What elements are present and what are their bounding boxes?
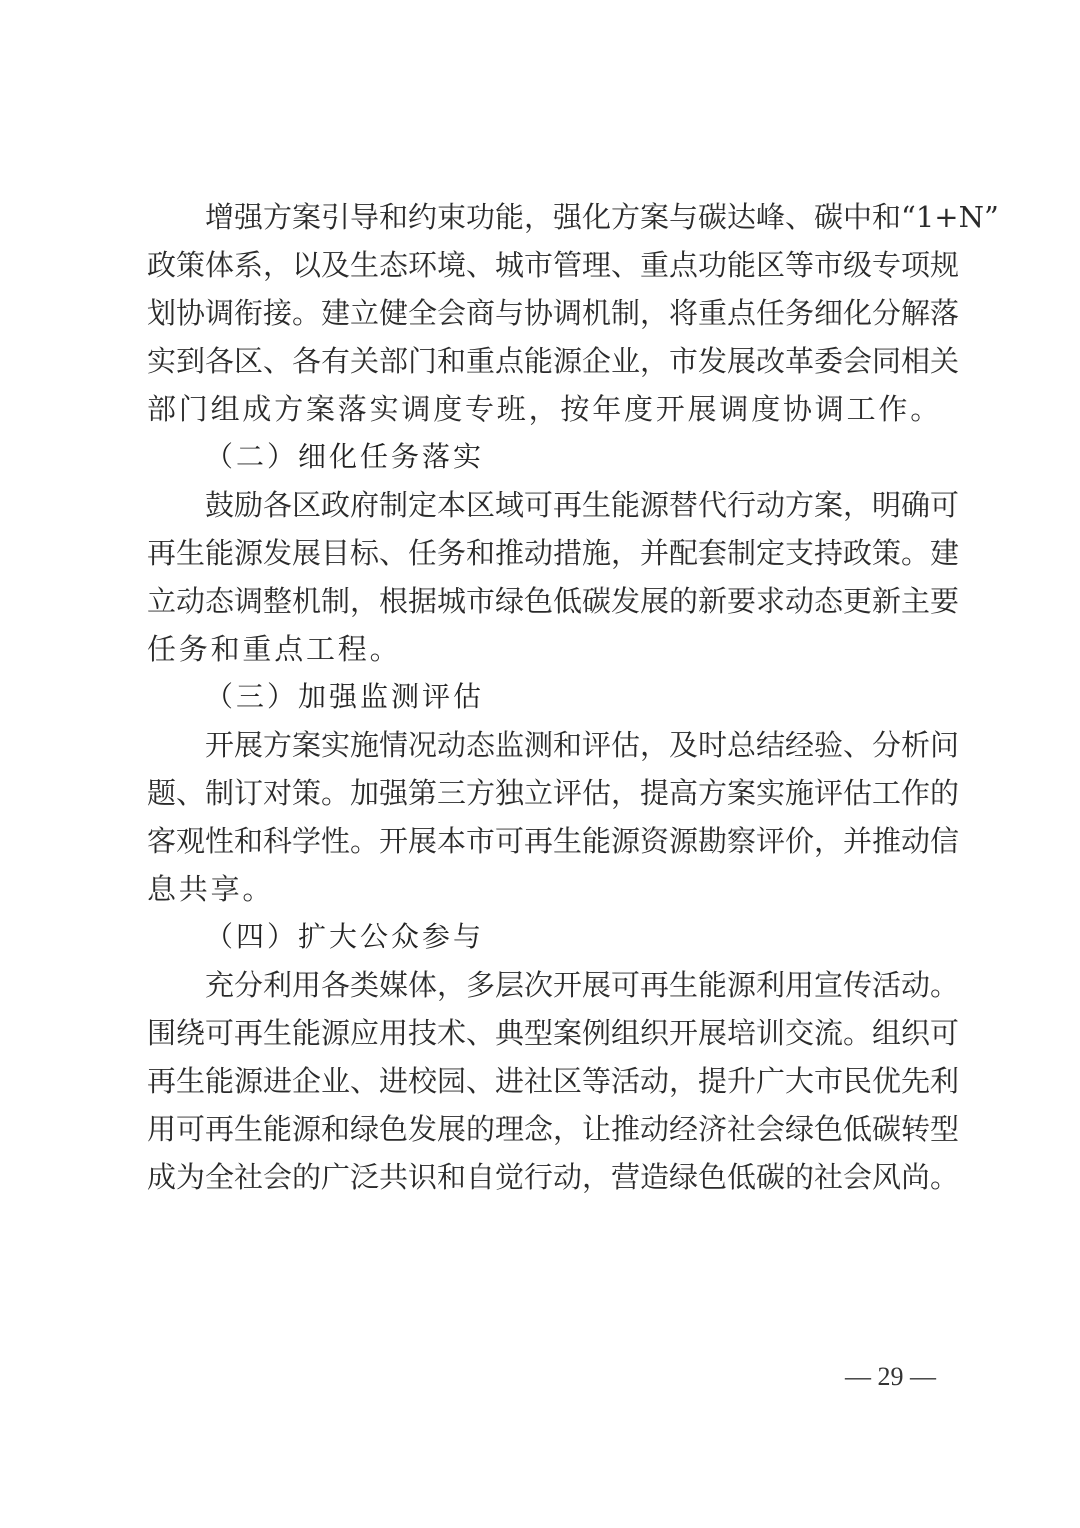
paragraph-line: 划协调衔接。建立健全会商与协调机制，将重点任务细化分解落	[147, 296, 960, 330]
paragraph-line: 实到各区、各有关部门和重点能源企业，市发展改革委会同相关	[147, 344, 960, 378]
paragraph-line: 部门组成方案落实调度专班，按年度开展调度协调工作。	[147, 392, 943, 426]
document-page	[147, 193, 999, 1201]
paragraph-coordination	[147, 193, 999, 433]
paragraph-line: 鼓励各区政府制定本区域可再生能源替代行动方案，明确可	[205, 488, 960, 522]
paragraph-monitoring	[147, 721, 960, 913]
paragraph-line: 用可再生能源和绿色发展的理念，让推动经济社会绿色低碳转型	[147, 1112, 960, 1146]
paragraph-line: 成为全社会的广泛共识和自觉行动，营造绿色低碳的社会风尚。	[147, 1160, 960, 1194]
paragraph-line: 息共享。	[147, 872, 275, 906]
paragraph-line: 任务和重点工程。	[147, 632, 402, 666]
section-heading-public-participation: （四）扩大公众参与	[205, 920, 485, 953]
paragraph-line: 立动态调整机制，根据城市绿色低碳发展的新要求动态更新主要	[147, 584, 960, 618]
paragraph-line: 开展方案实施情况动态监测和评估，及时总结经验、分析问	[205, 728, 960, 762]
page-number: — 29 —	[845, 1362, 936, 1391]
paragraph-line: 增强方案引导和约束功能，强化方案与碳达峰、碳中和“1+N”	[205, 200, 999, 234]
paragraph-line: 题、制订对策。加强第三方独立评估，提高方案实施评估工作的	[147, 776, 960, 810]
paragraph-refine-tasks	[147, 481, 960, 673]
paragraph-line: 再生能源发展目标、任务和推动措施，并配套制定支持政策。建	[147, 536, 960, 570]
paragraph-line: 客观性和科学性。开展本市可再生能源资源勘察评价，并推动信	[147, 824, 960, 858]
paragraph-line: 充分利用各类媒体，多层次开展可再生能源利用宣传活动。	[205, 968, 960, 1002]
paragraph-line: 围绕可再生能源应用技术、典型案例组织开展培训交流。组织可	[147, 1016, 960, 1050]
section-heading-monitoring: （三）加强监测评估	[205, 680, 485, 713]
paragraph-public-participation	[147, 961, 960, 1201]
paragraph-line: 政策体系，以及生态环境、城市管理、重点功能区等市级专项规	[147, 248, 960, 282]
paragraph-line: 再生能源进企业、进校园、进社区等活动，提升广大市民优先利	[147, 1064, 960, 1098]
section-heading-refine-tasks: （二）细化任务落实	[205, 440, 485, 473]
